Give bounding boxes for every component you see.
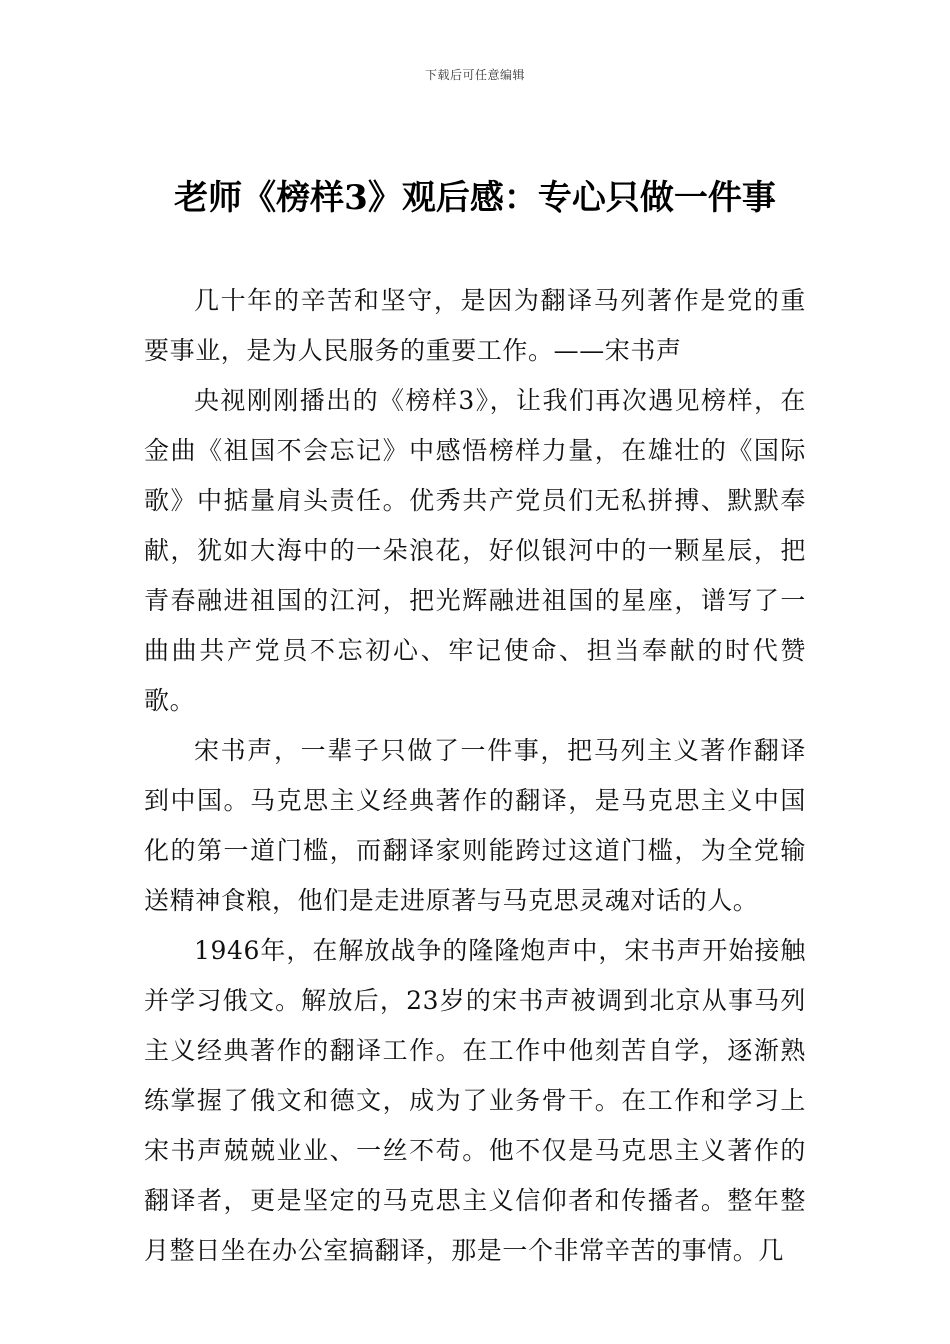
document-title: 老师《榜样3》观后感：专心只做一件事 <box>174 178 776 218</box>
paragraph-2: 央视刚刚播出的《榜样3》，让我们再次遇见榜样，在金曲《祖国不会忘记》中感悟榜样力量，在雄壮的《国际歌》中掂量肩头责任。优秀共产党员们无私拼搏、默默奉献，犹如大海中的一朵浪花，好似银河中的一颗星辰，把青春融进祖国的江河，把光辉融进祖国的星座，谱写了一曲曲共产党员不忘初心、牢记使命、担当奉献的时代赞歌。 <box>144 386 806 715</box>
header-note: 下载后可任意编辑 <box>424 68 525 82</box>
paragraph-3: 宋书声，一辈子只做了一件事，把马列主义著作翻译到中国。马克思主义经典著作的翻译，是马克思主义中国化的第一道门槛，而翻译家则能跨过这道门槛，为全党输送精神食粮，他们是走进原著与马克思灵魂对话的人。 <box>144 736 806 915</box>
document-body <box>144 276 806 1276</box>
paragraph-4: 1946年，在解放战争的隆隆炮声中，宋书声开始接触并学习俄文。解放后，23岁的宋书声被调到北京从事马列主义经典著作的翻译工作。在工作中他刻苦自学，逐渐熟练掌握了俄文和德文，成为了业务骨干。在工作和学习上宋书声兢兢业业、一丝不苟。他不仅是马克思主义著作的翻译者，更是坚定的马克思主义信仰者和传播者。整年整月整日坐在办公室搞翻译，那是一个非常辛苦的事情。几 <box>144 936 806 1265</box>
paragraph-1: 几十年的辛苦和坚守，是因为翻译马列著作是党的重要事业，是为人民服务的重要工作。——宋书声 <box>144 286 806 365</box>
